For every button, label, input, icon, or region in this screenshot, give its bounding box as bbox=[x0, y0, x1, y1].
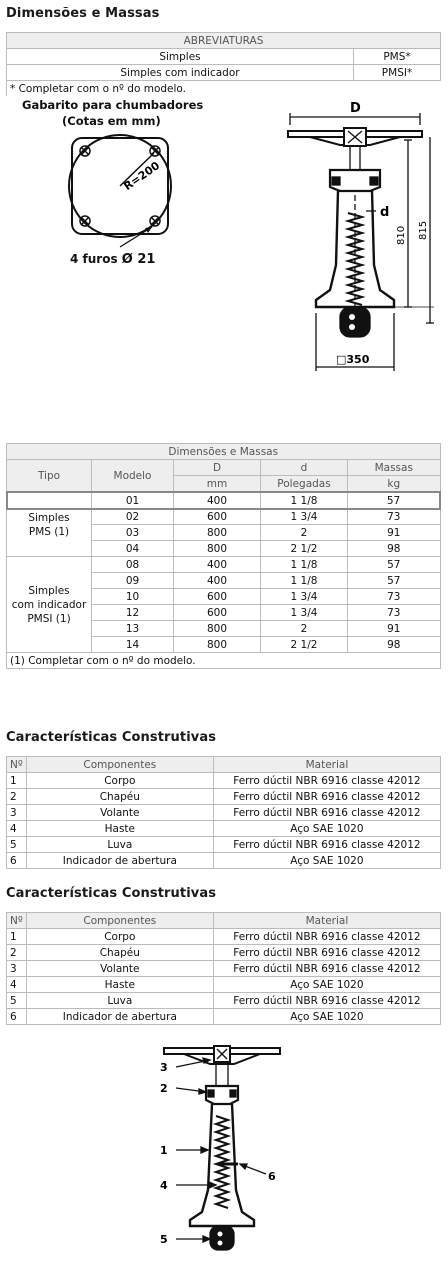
cell-material: Ferro dúctil NBR 6916 classe 42012 bbox=[213, 789, 440, 805]
cell-material: Aço SAE 1020 bbox=[213, 821, 440, 837]
abbrev-code: PMSI* bbox=[354, 65, 441, 81]
cell-d: 2 bbox=[261, 525, 348, 541]
cell-componente: Chapéu bbox=[26, 789, 213, 805]
cell-D: 400 bbox=[174, 573, 261, 589]
col-massas: Massas bbox=[348, 460, 441, 476]
cell-componente: Indicador de abertura bbox=[26, 1009, 213, 1025]
cell-componente: Haste bbox=[26, 977, 213, 993]
cell-D: 400 bbox=[174, 492, 261, 509]
cell-componente: Corpo bbox=[26, 773, 213, 789]
section-title-caracteristicas: Características Construtivas bbox=[6, 730, 217, 745]
type-simples-indicador bbox=[7, 557, 92, 653]
cell-d: 1 1/8 bbox=[261, 573, 348, 589]
valve-pedestal-drawing bbox=[280, 95, 440, 385]
col-d: d bbox=[261, 460, 348, 476]
holes-count: 4 furos bbox=[70, 252, 118, 266]
cell-n: 4 bbox=[7, 977, 27, 993]
table-row bbox=[7, 1009, 441, 1025]
cell-D: 400 bbox=[174, 557, 261, 573]
gabarito-title: Gabarito para chumbadores bbox=[22, 98, 204, 112]
dims-caption: Dimensões e Massas bbox=[7, 444, 441, 460]
dim-D-label: D bbox=[350, 101, 361, 116]
cell-material: Ferro dúctil NBR 6916 classe 42012 bbox=[213, 929, 440, 945]
table-row bbox=[7, 805, 441, 821]
cell-modelo: 10 bbox=[92, 589, 174, 605]
cell-modelo: 13 bbox=[92, 621, 174, 637]
construction-table bbox=[6, 912, 441, 1025]
height-810-label: 810 bbox=[396, 225, 407, 245]
col-componentes: Componentes bbox=[26, 757, 213, 773]
cell-massa: 98 bbox=[348, 541, 441, 557]
dim-d-label: d bbox=[380, 205, 390, 220]
col-n: Nº bbox=[7, 913, 27, 929]
col-D: D bbox=[174, 460, 261, 476]
cell-d: 1 3/4 bbox=[261, 605, 348, 621]
cell-d: 1 3/4 bbox=[261, 589, 348, 605]
cell-componente: Volante bbox=[26, 805, 213, 821]
abbrev-code: PMS* bbox=[354, 49, 441, 65]
cell-n: 6 bbox=[7, 853, 27, 869]
cell-D: 800 bbox=[174, 541, 261, 557]
table-row bbox=[7, 993, 441, 1009]
cell-d: 2 1/2 bbox=[261, 637, 348, 653]
cell-D: 600 bbox=[174, 589, 261, 605]
holes-label bbox=[70, 252, 155, 267]
cell-componente: Luva bbox=[26, 837, 213, 853]
cell-D: 800 bbox=[174, 621, 261, 637]
cell-n: 5 bbox=[7, 993, 27, 1009]
cell-d: 2 bbox=[261, 621, 348, 637]
construction-table bbox=[6, 756, 441, 869]
base-size-label: □350 bbox=[336, 353, 370, 366]
cell-componente: Chapéu bbox=[26, 945, 213, 961]
cell-material: Ferro dúctil NBR 6916 classe 42012 bbox=[213, 837, 440, 853]
cell-massa: 98 bbox=[348, 637, 441, 653]
cell-d: 1 1/8 bbox=[261, 557, 348, 573]
table-row bbox=[7, 837, 441, 853]
section-title-caracteristicas: Características Construtivas bbox=[6, 886, 217, 901]
cell-material: Ferro dúctil NBR 6916 classe 42012 bbox=[213, 961, 440, 977]
type-line: Simples bbox=[28, 511, 70, 524]
cell-componente: Luva bbox=[26, 993, 213, 1009]
cell-n: 2 bbox=[7, 945, 27, 961]
cell-n: 5 bbox=[7, 837, 27, 853]
cell-massa: 73 bbox=[348, 509, 441, 525]
table-row bbox=[7, 961, 441, 977]
cell-material: Aço SAE 1020 bbox=[213, 977, 440, 993]
col-massas-unit: kg bbox=[348, 476, 441, 493]
cell-modelo: 14 bbox=[92, 637, 174, 653]
cell-n: 3 bbox=[7, 961, 27, 977]
cell-modelo: 01 bbox=[92, 492, 174, 509]
cell-n: 6 bbox=[7, 1009, 27, 1025]
cell-material: Aço SAE 1020 bbox=[213, 1009, 440, 1025]
table-row bbox=[7, 773, 441, 789]
cell-d: 1 3/4 bbox=[261, 509, 348, 525]
valve-components-drawing bbox=[150, 1040, 290, 1260]
cell-D: 600 bbox=[174, 605, 261, 621]
cell-componente: Volante bbox=[26, 961, 213, 977]
dimensions-table bbox=[6, 443, 441, 669]
table-row bbox=[7, 977, 441, 993]
table-row bbox=[7, 929, 441, 945]
cell-massa: 57 bbox=[348, 573, 441, 589]
type-line: PMS (1) bbox=[28, 525, 70, 538]
holes-diameter: Ø 21 bbox=[121, 252, 156, 267]
radius-label: R=200 bbox=[121, 159, 163, 194]
cell-massa: 91 bbox=[348, 621, 441, 637]
cell-componente: Indicador de abertura bbox=[26, 853, 213, 869]
abbrev-note: * Completar com o nº do modelo. bbox=[7, 81, 441, 97]
cell-massa: 57 bbox=[348, 557, 441, 573]
label-2: 2 bbox=[160, 1082, 168, 1095]
cell-modelo: 09 bbox=[92, 573, 174, 589]
col-tipo: Tipo bbox=[7, 460, 92, 493]
section-title-dimensoes: Dimensões e Massas bbox=[6, 6, 160, 21]
type-line: PMSI (1) bbox=[27, 612, 71, 625]
abbreviations-header: ABREVIATURAS bbox=[7, 33, 441, 49]
height-815-label: 815 bbox=[418, 220, 429, 240]
cell-modelo: 08 bbox=[92, 557, 174, 573]
cell-D: 600 bbox=[174, 509, 261, 525]
cell-D: 800 bbox=[174, 525, 261, 541]
type-line: Simples bbox=[28, 584, 70, 597]
label-3: 3 bbox=[160, 1061, 168, 1074]
abbrev-name: Simples bbox=[7, 49, 354, 65]
table-row bbox=[7, 789, 441, 805]
cell-modelo: 02 bbox=[92, 509, 174, 525]
col-material: Material bbox=[213, 913, 440, 929]
gabarito-subtitle: (Cotas em mm) bbox=[62, 114, 161, 128]
cell-n: 1 bbox=[7, 773, 27, 789]
table-row bbox=[7, 853, 441, 869]
abbreviations-table bbox=[6, 32, 441, 96]
cell-n: 3 bbox=[7, 805, 27, 821]
cell-material: Ferro dúctil NBR 6916 classe 42012 bbox=[213, 773, 440, 789]
dims-note: (1) Completar com o nº do modelo. bbox=[7, 653, 441, 669]
cell-material: Ferro dúctil NBR 6916 classe 42012 bbox=[213, 805, 440, 821]
label-5: 5 bbox=[160, 1233, 168, 1246]
label-1: 1 bbox=[160, 1144, 168, 1157]
cell-modelo: 12 bbox=[92, 605, 174, 621]
type-simples bbox=[7, 492, 92, 557]
table-row bbox=[7, 945, 441, 961]
cell-n: 4 bbox=[7, 821, 27, 837]
cell-d: 1 1/8 bbox=[261, 492, 348, 509]
label-4: 4 bbox=[160, 1179, 168, 1192]
label-6: 6 bbox=[268, 1170, 276, 1183]
cell-material: Ferro dúctil NBR 6916 classe 42012 bbox=[213, 945, 440, 961]
cell-massa: 73 bbox=[348, 605, 441, 621]
col-D-unit: mm bbox=[174, 476, 261, 493]
col-modelo: Modelo bbox=[92, 460, 174, 493]
cell-componente: Corpo bbox=[26, 929, 213, 945]
cell-massa: 57 bbox=[348, 492, 441, 509]
cell-componente: Haste bbox=[26, 821, 213, 837]
cell-material: Ferro dúctil NBR 6916 classe 42012 bbox=[213, 993, 440, 1009]
col-d-unit: Polegadas bbox=[261, 476, 348, 493]
col-n: Nº bbox=[7, 757, 27, 773]
cell-n: 1 bbox=[7, 929, 27, 945]
cell-n: 2 bbox=[7, 789, 27, 805]
type-line: com indicador bbox=[11, 598, 87, 611]
cell-massa: 91 bbox=[348, 525, 441, 541]
cell-material: Aço SAE 1020 bbox=[213, 853, 440, 869]
col-componentes: Componentes bbox=[26, 913, 213, 929]
cell-modelo: 04 bbox=[92, 541, 174, 557]
cell-massa: 73 bbox=[348, 589, 441, 605]
cell-D: 800 bbox=[174, 637, 261, 653]
table-row bbox=[7, 557, 441, 573]
table-row bbox=[7, 821, 441, 837]
abbrev-name: Simples com indicador bbox=[7, 65, 354, 81]
cell-modelo: 03 bbox=[92, 525, 174, 541]
col-material: Material bbox=[213, 757, 440, 773]
cell-d: 2 1/2 bbox=[261, 541, 348, 557]
